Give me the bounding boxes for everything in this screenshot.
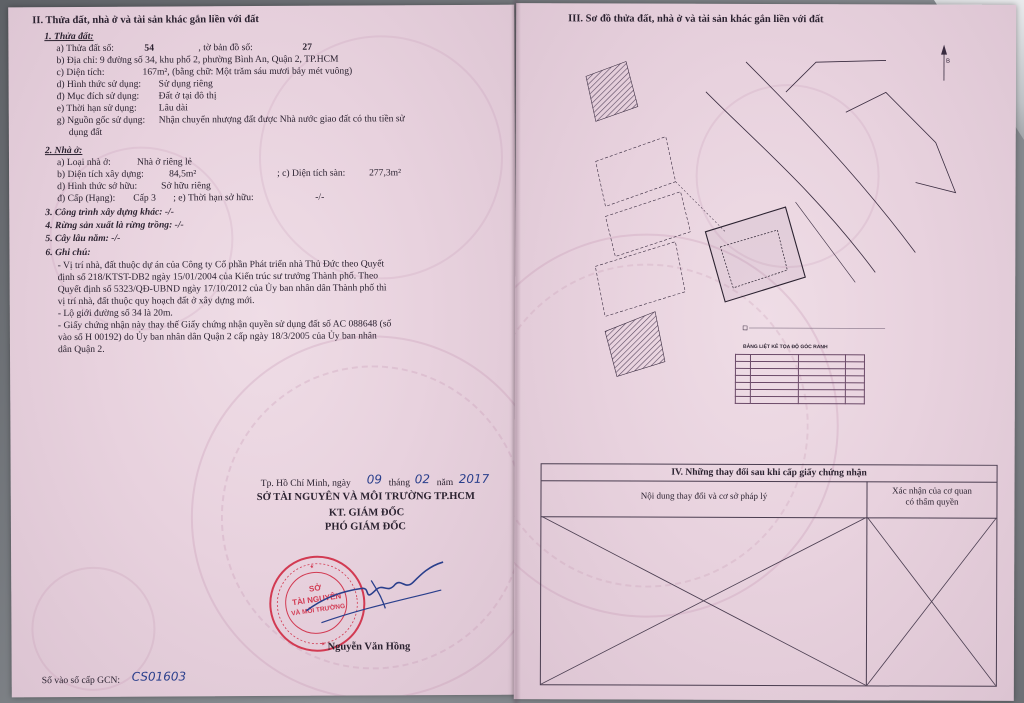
- svg-text:★: ★: [309, 563, 315, 571]
- adjacent-lot: [605, 191, 690, 256]
- ownership-term-label: ; e) Thời hạn sở hữu:: [173, 192, 254, 204]
- note-line: định số 218/KTST-DB2 ngày 15/01/2004 của Kiến trúc sư trưởng Thành phố. Theo: [57, 270, 379, 284]
- note-line: Quyết định số 5323/QĐ-UBND ngày 17/10/2012 của Ủy ban nhân dân Thành phố thì: [57, 282, 387, 296]
- adjacent-lot: [595, 241, 685, 316]
- changes-col-confirm-line1: Xác nhận của cơ quan: [892, 485, 972, 496]
- origin-value-line2: dụng đất: [68, 126, 103, 139]
- changes-title: IV. Những thay đổi sau khi cấp giấy chứng nhận: [542, 464, 997, 483]
- handwritten-signature: [301, 560, 451, 631]
- date-year: 2017: [458, 471, 490, 486]
- usage-purpose-label: đ) Mục đích sử dụng:: [56, 90, 140, 103]
- origin-label: g) Nguồn gốc sử dụng:: [56, 114, 146, 127]
- date-month: 02: [414, 472, 430, 487]
- notes-heading: 6. Ghi chú:: [45, 246, 91, 259]
- void-cross-lines: [541, 516, 997, 686]
- land-plot-heading: 1. Thửa đất:: [44, 30, 94, 43]
- note-line: - Vị trí nhà, đất thuộc dự án của Công ty Cổ phần Phát triển nhà Thủ Đức theo Quyết: [57, 258, 385, 272]
- note-line: vào sổ H 00192) do Ủy ban nhân dân Quận 2 cấp ngày 18/3/2005 của Ủy ban nhân: [57, 330, 377, 344]
- page-fold: [511, 0, 521, 703]
- seal-text: VÀ MÔI TRƯỜNG: [290, 602, 346, 618]
- coords-table-title: BẢNG LIỆT KÊ TỌA ĐỘ GÓC RANH: [743, 343, 828, 351]
- coords-table: [735, 354, 865, 404]
- subject-plot: [705, 207, 805, 302]
- deputy-director: PHÓ GIÁM ĐỐC: [324, 521, 407, 533]
- signer-name: Nguyễn Văn Hồng: [327, 641, 411, 653]
- grade-label: đ) Cấp (Hạng):: [57, 192, 116, 205]
- note-line: - Lộ giới đường số 34 là 20m.: [57, 307, 173, 320]
- map-sheet-label: , tờ bản đồ số:: [198, 42, 253, 54]
- left-page: [8, 5, 518, 698]
- north-arrow-icon: [941, 45, 950, 81]
- svg-text:★: ★: [320, 640, 326, 648]
- grade-value: Cấp 3: [133, 192, 156, 204]
- seal-text: SỞ: [308, 583, 322, 594]
- area-value: 167m², (bằng chữ: Một trăm sáu mươi bảy mét vuông): [142, 65, 353, 78]
- road-line: [786, 60, 886, 92]
- date-day: 09: [366, 472, 382, 487]
- floor-area-value: 277,3m²: [369, 167, 402, 179]
- area-label: c) Diện tích:: [56, 66, 105, 79]
- origin-value-line1: Nhận chuyển nhượng đất được Nhà nước giao đất có thu tiền sử: [158, 113, 405, 126]
- house-heading: 2. Nhà ở:: [44, 144, 83, 157]
- house-type-label: a) Loại nhà ở:: [56, 156, 111, 169]
- other-works: 3. Công trình xây dựng khác: -/-: [45, 206, 174, 219]
- ownership-term-value: -/-: [315, 191, 325, 203]
- note-line: vị trí nhà, đất thuộc quy hoạch đất ở xây dựng mới.: [57, 295, 255, 308]
- changes-col-confirm-line2: có thẩm quyền: [905, 496, 959, 507]
- floor-area-label: ; c) Diện tích sàn:: [277, 167, 346, 179]
- build-area-value: 84,5m²: [169, 168, 197, 180]
- plot-number-label: a) Thửa đất số:: [56, 42, 114, 55]
- plot-number-value: 54: [144, 42, 155, 54]
- road-line: [846, 92, 956, 192]
- issuing-agency: SỞ TÀI NGUYÊN VÀ MÔI TRƯỜNG TP.HCM: [256, 490, 475, 504]
- perennial-trees: 5. Cây lâu năm: -/-: [45, 232, 121, 245]
- adjacent-lot: [596, 136, 676, 206]
- registry-label: Số vào sổ cấp GCN:: [41, 674, 121, 687]
- usage-purpose-value: Đất ở tại đô thị: [158, 90, 217, 102]
- svg-text:B: B: [946, 58, 951, 65]
- usage-term-value: Lâu dài: [158, 102, 188, 114]
- changes-table: [540, 463, 998, 687]
- usage-form-value: Sử dụng riêng: [158, 78, 213, 90]
- address: b) Địa chỉ: 9 đường số 34, khu phố 2, phường Bình An, Quận 2, TP.HCM: [56, 53, 339, 67]
- neighbor-building: [586, 61, 638, 121]
- planted-forest: 4. Rừng sản xuất là rừng trồng: -/-: [45, 219, 184, 232]
- changes-col-content: [541, 480, 867, 518]
- build-area-label: b) Diện tích xây dựng:: [57, 168, 144, 181]
- changes-col-content-label: Nội dung thay đổi và cơ sở pháp lý: [640, 490, 768, 502]
- date-year-label: năm: [436, 477, 454, 489]
- ownership-label: d) Hình thức sở hữu:: [57, 180, 138, 193]
- on-behalf-director: KT. GIÁM ĐỐC: [328, 507, 405, 519]
- boundary-line: [675, 182, 725, 232]
- section-title: II. Thửa đất, nhà ở và tài sản khác gắn liền với đất: [32, 14, 259, 27]
- ownership-value: Sở hữu riêng: [161, 180, 211, 192]
- note-line: dân Quận 2.: [57, 343, 105, 356]
- house-type-value: Nhà ở riêng lẻ: [136, 156, 192, 168]
- map-sheet-value: 27: [302, 41, 313, 53]
- date-prefix: Tp. Hồ Chí Minh, ngày: [260, 477, 351, 490]
- section-title: III. Sơ đồ thửa đất, nhà ở và tài sản khác gắn liền với đất: [568, 13, 824, 26]
- legend-marker-icon: [743, 326, 747, 330]
- boundary-line: [795, 202, 855, 282]
- seal-text: TÀI NGUYÊN: [291, 591, 342, 608]
- usage-form-label: d) Hình thức sử dụng:: [56, 78, 142, 91]
- date-month-label: tháng: [388, 477, 411, 489]
- note-line: - Giấy chứng nhận này thay thế Giấy chứng nhận quyền sử dụng đất số AC 088648 (số: [57, 318, 392, 332]
- neighbor-building: [605, 311, 665, 376]
- right-page: [514, 3, 1016, 701]
- registry-number: CS01603: [131, 669, 187, 684]
- usage-term-label: e) Thời hạn sử dụng:: [56, 102, 137, 115]
- changes-col-confirmation: [867, 481, 996, 518]
